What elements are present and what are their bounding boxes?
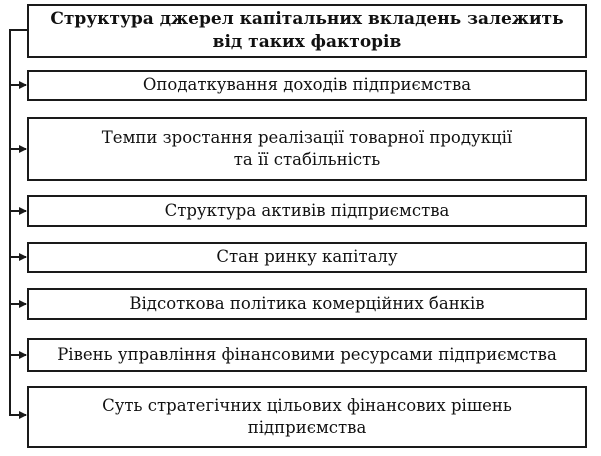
factor-box-interest-policy bbox=[27, 288, 587, 320]
diagram-title: Структура джерел капітальних вкладень залежить від таких факторів bbox=[50, 9, 564, 52]
factor-box-asset-structure bbox=[27, 195, 587, 227]
factor-box-resource-management bbox=[27, 338, 587, 372]
factor-box-sales-growth bbox=[27, 117, 587, 181]
factor-label: Структура активів підприємства bbox=[164, 200, 450, 220]
factor-label: Темпи зростання реалізації товарної продукції та її стабільність bbox=[101, 127, 513, 169]
diagram-title-box bbox=[27, 4, 587, 58]
factor-label: Рівень управління фінансовими ресурсами підприємства bbox=[57, 344, 557, 364]
factor-label: Суть стратегічних цільових фінансових рішень підприємства bbox=[102, 395, 512, 437]
factor-label: Відсоткова політика комерційних банків bbox=[129, 293, 485, 313]
factor-label: Оподаткування доходів підприємства bbox=[142, 75, 472, 95]
factor-box-taxation bbox=[27, 70, 587, 101]
factor-box-strategic-decisions bbox=[27, 386, 587, 448]
factor-label: Стан ринку капіталу bbox=[216, 247, 398, 267]
factor-box-capital-market bbox=[27, 242, 587, 273]
